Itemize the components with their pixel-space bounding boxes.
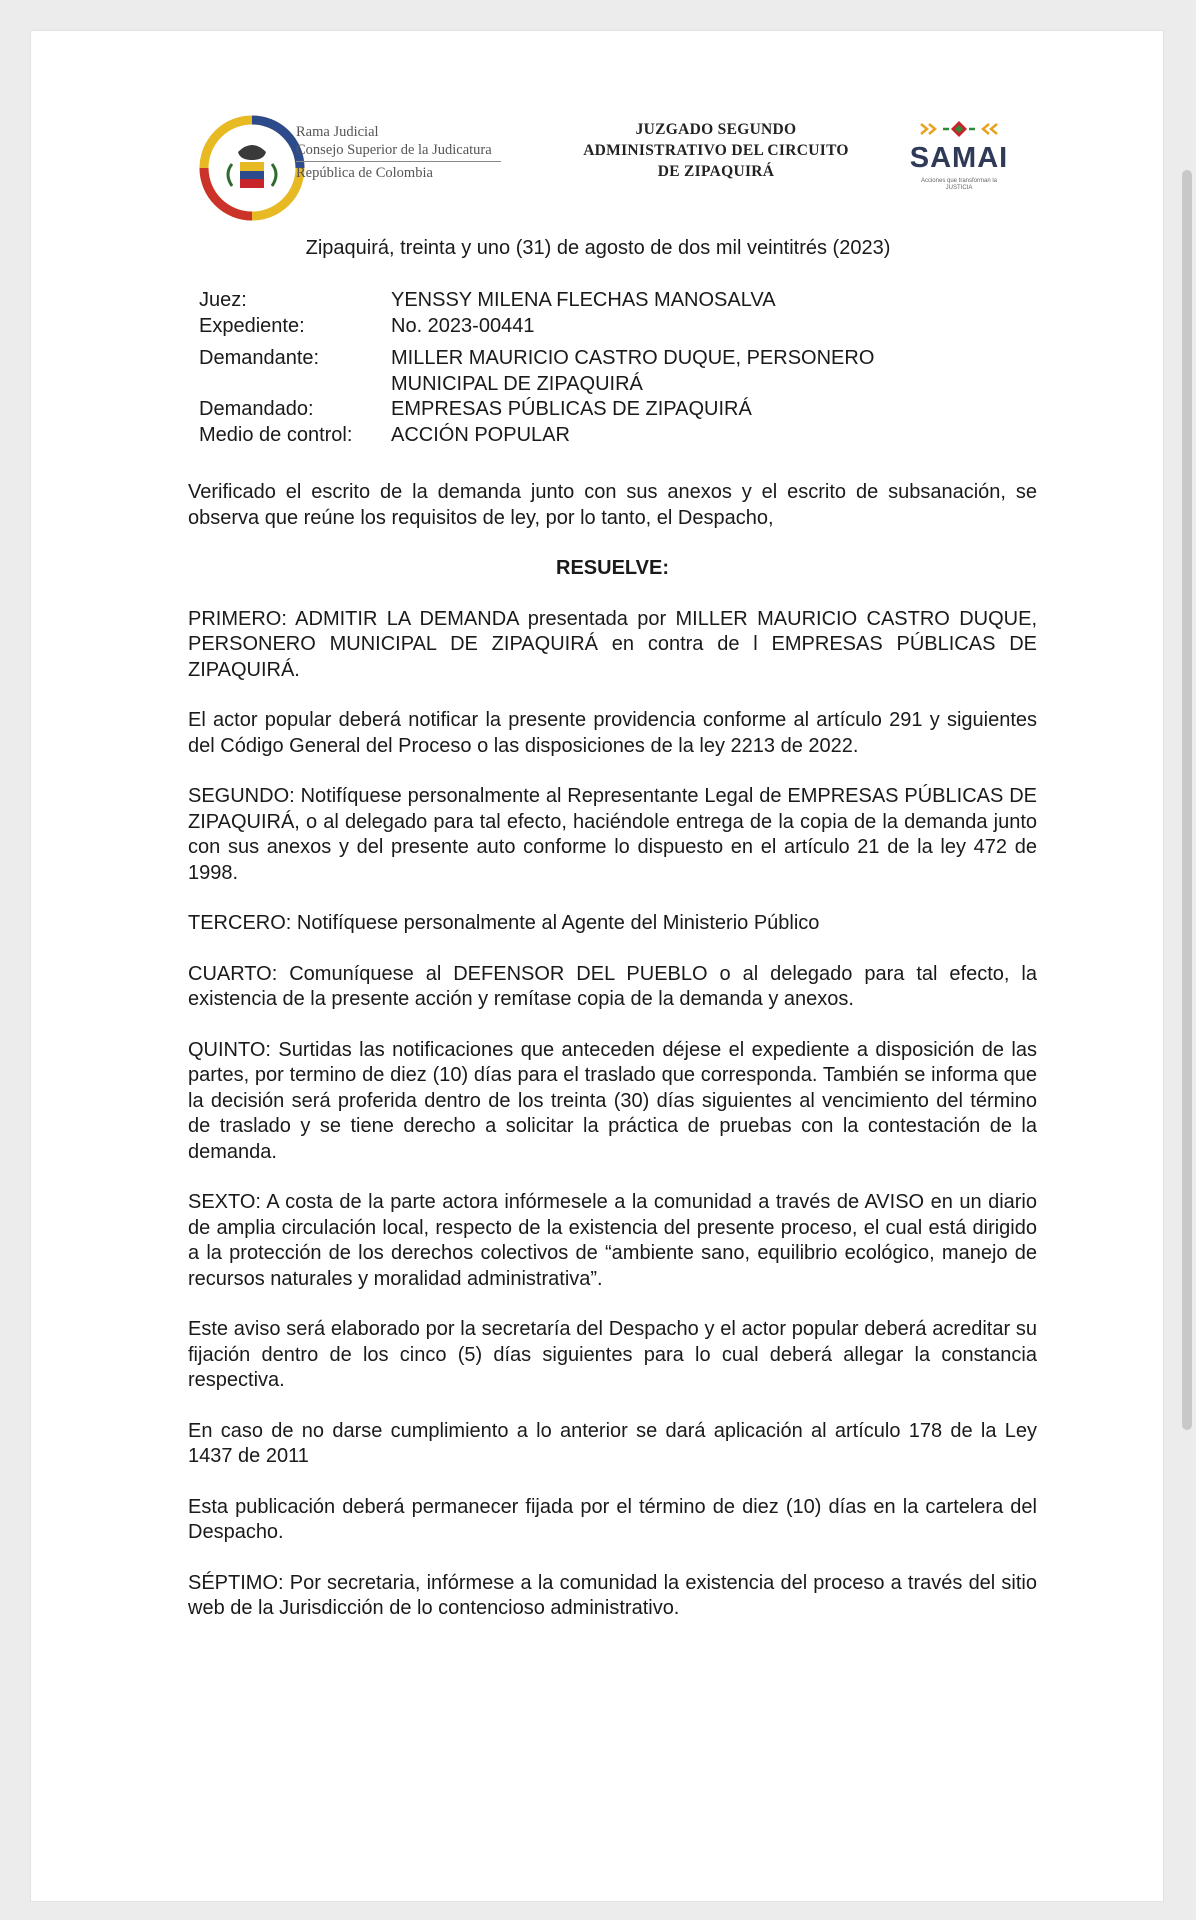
rama-line-3: República de Colombia: [296, 165, 433, 181]
demandado-value: EMPRESAS PÚBLICAS DE ZIPAQUIRÁ: [391, 398, 752, 420]
medio-value: ACCIÓN POPULAR: [391, 423, 570, 446]
samai-subtitle: Acciones que transforman la JUSTICIA: [920, 178, 998, 191]
tercero-paragraph: TERCERO: Notifíquese personalmente al Agente del Ministerio Público: [188, 912, 820, 934]
court-line-3: DE ZIPAQUIRÁ: [657, 163, 775, 180]
resolution-body: [188, 480, 1037, 1647]
date-line: Zipaquirá, treinta y uno (31) de agosto de dos mil veintitrés (2023): [305, 237, 891, 259]
juez-label: Juez:: [199, 289, 247, 311]
juez-value: YENSSY MILENA FLECHAS MANOSALVA: [391, 289, 776, 311]
samai-arrows-icon: [899, 116, 1019, 142]
rama-line-2: Consejo Superior de la Judicatura: [296, 142, 492, 158]
primero-paragraph: PRIMERO: ADMITIR LA DEMANDA presentada por MILLER MAURICIO CASTRO DUQUE, PERSONERO MUNICIPAL DE ZIPAQUIRÁ en contra de l EMPRESAS PÚBLICAS DE ZIPAQUIRÁ.: [188, 607, 1037, 681]
incumplimiento-paragraph: En caso de no darse cumplimiento a lo anterior se dará aplicación al artículo 178 de la Ley 1437 de 2011: [188, 1419, 1037, 1467]
quinto-paragraph: QUINTO: Surtidas las notificaciones que anteceden déjese el expediente a disposición de las partes, por termino de diez (10) días para el traslado que corresponda. También se informa que la decisión será proferida dentro de los treinta (30) días siguientes al vencimiento del término de traslado y se tiene derecho a solicitar la práctica de pruebas con la contestación de la demanda.: [188, 1038, 1037, 1163]
actor-paragraph: El actor popular deberá notificar la presente providencia conforme al artículo 291 y siguientes del Código General del Proceso o las disposiciones de la ley 2213 de 2022.: [188, 709, 1037, 757]
demandante-value: [391, 346, 1019, 397]
demandante-value-line-2: MUNICIPAL DE ZIPAQUIRÁ: [391, 372, 643, 395]
court-name: [561, 119, 871, 182]
demandante-label: Demandante:: [199, 347, 320, 369]
segundo-paragraph: SEGUNDO: Notifíquese personalmente al Representante Legal de EMPRESAS PÚBLICAS DE ZIPAQUIRÁ, o al delegado para tal efecto, haciéndole entrega de la copia de la demanda junto con sus anexos y del presente auto conforme lo dispuesto en el artículo 21 de la ley 472 de 1998.: [188, 785, 1037, 884]
medio-label: Medio de control:: [199, 423, 353, 446]
publicacion-paragraph: Esta publicación deberá permanecer fijada por el término de diez (10) días en la cartelera del Despacho.: [188, 1495, 1037, 1543]
sexto-paragraph: SEXTO: A costa de la parte actora infórmesele a la comunidad a través de AVISO en un diario de amplia circulación local, respecto de la existencia del presente proceso, el cual está dirigido a la protección de los derechos colectivos de “ambiente sano, equilibrio ecológico, manejo de recursos naturales y moralidad administrativa”.: [188, 1191, 1037, 1290]
samai-wordmark: SAMAI: [909, 142, 1009, 174]
rama-line-1: Rama Judicial: [296, 124, 379, 140]
samai-logo: [899, 116, 1029, 216]
expediente-value: No. 2023-00441: [391, 314, 535, 337]
meta-row-demandante: [199, 346, 1019, 397]
rama-divider: [296, 161, 501, 162]
scrollbar[interactable]: [1182, 170, 1192, 1430]
demandado-label: Demandado:: [199, 398, 314, 420]
meta-row-juez: [199, 288, 1019, 314]
expediente-label: Expediente:: [199, 314, 305, 337]
meta-row-demandado: [199, 397, 1019, 423]
cuarto-paragraph: CUARTO: Comuníquese al DEFENSOR DEL PUEBLO o al delegado para tal efecto, la existencia de la presente acción y remítase copia de la demanda y anexos.: [188, 962, 1037, 1010]
demandante-value-line-1: MILLER MAURICIO CASTRO DUQUE, PERSONERO: [391, 347, 875, 369]
meta-row-expediente: [199, 314, 1019, 340]
intro-paragraph: Verificado el escrito de la demanda junto con sus anexos y el escrito de subsanación, se observa que reúne los requisitos de ley, por lo tanto, el Despacho,: [188, 481, 1037, 529]
case-metadata: [199, 288, 1019, 448]
letterhead: [31, 31, 1163, 231]
septimo-paragraph: SÉPTIMO: Por secretaria, infórmese a la comunidad la existencia del proceso a través del sitio web de la Jurisdicción de lo contencioso administrativo.: [188, 1571, 1037, 1619]
rama-judicial-text: [296, 123, 501, 182]
meta-row-medio: [199, 423, 1019, 449]
aviso-paragraph: Este aviso será elaborado por la secretaría del Despacho y el actor popular deberá acreditar su fijación dentro de los cinco (5) días siguientes para lo cual deberá allegar la constancia respectiva.: [188, 1318, 1037, 1391]
resuelve-heading: RESUELVE:: [556, 557, 669, 579]
court-line-2: ADMINISTRATIVO DEL CIRCUITO: [583, 142, 849, 159]
document-page: [30, 30, 1164, 1902]
court-line-1: JUZGADO SEGUNDO: [635, 121, 797, 138]
